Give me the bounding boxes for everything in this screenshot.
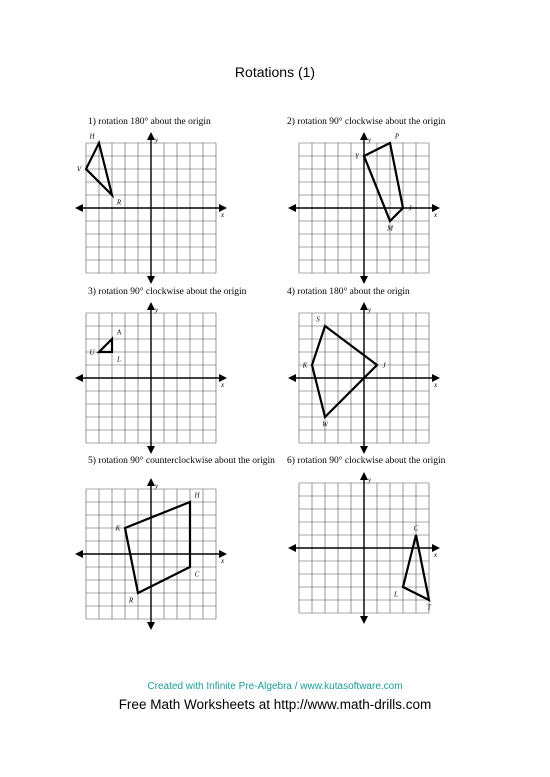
vertex-label: J bbox=[408, 204, 412, 213]
x-axis-label: x bbox=[434, 551, 438, 559]
problem-6-label bbox=[287, 456, 482, 466]
x-axis-arrow-left-icon bbox=[75, 550, 83, 558]
vertex-label: S bbox=[316, 315, 320, 324]
problem-1-number: 1) bbox=[88, 117, 96, 127]
problem-3-instruction: rotation 90° clockwise about the origin bbox=[98, 287, 247, 297]
problem-6-number: 6) bbox=[287, 456, 295, 466]
problem-2-label bbox=[287, 117, 482, 127]
x-axis-label: x bbox=[221, 557, 225, 565]
problem-3-graph bbox=[77, 302, 225, 454]
vertex-label: T bbox=[427, 603, 431, 612]
vertex-label: R bbox=[116, 198, 122, 207]
y-axis-arrow-up-icon bbox=[147, 478, 155, 486]
x-axis-label: x bbox=[221, 381, 225, 389]
vertex-label: A bbox=[116, 328, 122, 337]
vertex-label: R bbox=[128, 596, 134, 605]
figure-polygon bbox=[312, 326, 377, 417]
problem-1-label bbox=[88, 117, 283, 127]
problem-4-graph bbox=[290, 302, 438, 454]
vertex-label: M bbox=[387, 224, 393, 233]
vertex-label: P bbox=[394, 132, 400, 141]
x-axis-arrow-left-icon bbox=[288, 374, 296, 382]
y-axis-arrow-down-icon bbox=[147, 276, 155, 284]
x-axis-label: x bbox=[434, 381, 438, 389]
x-axis-arrow-left-icon bbox=[75, 374, 83, 382]
problem-3-label bbox=[88, 287, 283, 297]
problem-1-instruction: rotation 180° about the origin bbox=[98, 117, 211, 127]
vertex-label: L bbox=[394, 590, 398, 599]
figure-polygon bbox=[125, 502, 190, 593]
problem-5-graph bbox=[77, 478, 225, 630]
x-axis-arrow-left-icon bbox=[75, 204, 83, 212]
problem-4-number: 4) bbox=[287, 287, 295, 297]
y-axis-arrow-up-icon bbox=[360, 472, 368, 480]
y-axis-arrow-up-icon bbox=[360, 132, 368, 140]
problem-6-graph bbox=[290, 472, 438, 624]
problem-5-label bbox=[88, 456, 278, 466]
vertex-label: C bbox=[413, 524, 419, 533]
problem-4-label bbox=[287, 287, 482, 297]
y-axis-label: y bbox=[368, 306, 372, 314]
problem-5-instruction: rotation 90° counterclockwise about the origin bbox=[98, 456, 275, 466]
footer-main: Free Math Worksheets at http://www.math-drills.com bbox=[118, 697, 432, 712]
vertex-label: H bbox=[194, 491, 200, 500]
y-axis-label: y bbox=[155, 306, 159, 314]
problem-3-number: 3) bbox=[88, 287, 96, 297]
footer-credit: Created with Infinite Pre-Algebra / www.kutasoftware.com bbox=[147, 681, 403, 692]
vertex-label: H bbox=[89, 132, 95, 141]
y-axis-arrow-up-icon bbox=[147, 302, 155, 310]
figure-polygon bbox=[99, 339, 112, 352]
y-axis-arrow-up-icon bbox=[360, 302, 368, 310]
x-axis-label: x bbox=[221, 211, 225, 219]
vertex-label: C bbox=[194, 570, 200, 579]
vertex-label: V bbox=[76, 165, 82, 174]
vertex-label: Y bbox=[355, 152, 359, 161]
vertex-label: U bbox=[89, 348, 95, 357]
y-axis-arrow-down-icon bbox=[360, 446, 368, 454]
problem-2-graph bbox=[290, 132, 438, 284]
problem-4-instruction: rotation 180° about the origin bbox=[297, 287, 410, 297]
y-axis-arrow-down-icon bbox=[147, 622, 155, 630]
problem-1-graph bbox=[77, 132, 225, 284]
vertex-label: L bbox=[117, 355, 121, 364]
y-axis-arrow-down-icon bbox=[360, 616, 368, 624]
problem-2-instruction: rotation 90° clockwise about the origin bbox=[297, 117, 446, 127]
vertex-label: K bbox=[302, 361, 308, 370]
y-axis-arrow-down-icon bbox=[147, 446, 155, 454]
x-axis-label: x bbox=[434, 211, 438, 219]
y-axis-label: y bbox=[368, 476, 372, 484]
y-axis-label: y bbox=[368, 136, 372, 144]
problem-2-number: 2) bbox=[287, 117, 295, 127]
y-axis-label: y bbox=[155, 136, 159, 144]
vertex-label: J bbox=[382, 361, 386, 370]
y-axis-arrow-down-icon bbox=[360, 276, 368, 284]
worksheet-title: Rotations (1) bbox=[234, 64, 316, 80]
x-axis-arrow-left-icon bbox=[288, 544, 296, 552]
y-axis-label: y bbox=[155, 482, 159, 490]
vertex-label: K bbox=[115, 524, 121, 533]
vertex-label: W bbox=[322, 420, 328, 429]
x-axis-arrow-left-icon bbox=[288, 204, 296, 212]
problem-5-number: 5) bbox=[88, 456, 96, 466]
y-axis-arrow-up-icon bbox=[147, 132, 155, 140]
problem-6-instruction: rotation 90° clockwise about the origin bbox=[297, 456, 446, 466]
